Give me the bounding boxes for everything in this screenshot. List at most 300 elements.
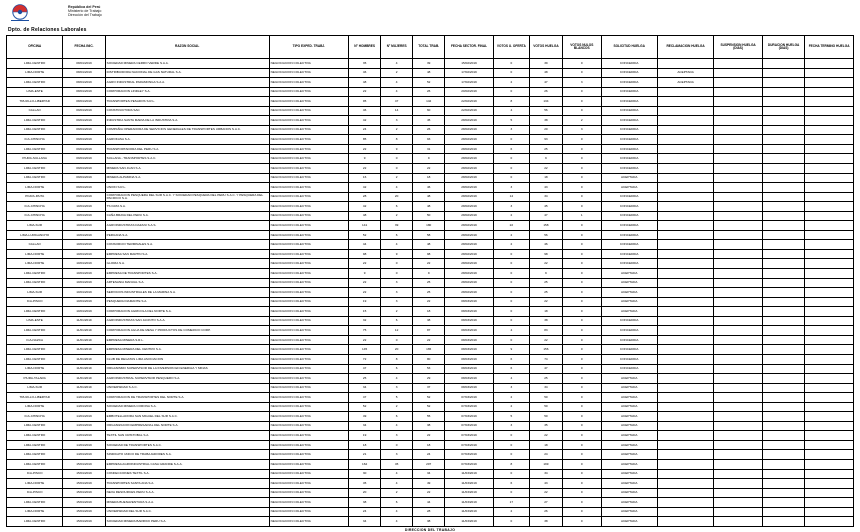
cell-r4-c13 (714, 97, 763, 107)
cell-r23-c9: 25 (529, 278, 562, 288)
column-header-0: OFICINA (7, 36, 63, 59)
cell-r2-c9: 47 (529, 78, 562, 88)
cell-r38-c4: 34 (349, 421, 381, 431)
cell-r37-c10: 0 (563, 412, 601, 422)
cell-r29-c1: 11/01/2019 (63, 335, 105, 345)
cell-r17-c1: 10/01/2019 (63, 221, 105, 231)
cell-r31-c12 (657, 354, 713, 364)
cell-r2-c8: 2 (493, 78, 529, 88)
cell-r15-c2: TS DATA S.A. (105, 202, 269, 212)
cell-r5-c3: NEGOCIACION COLECTIVA (269, 106, 348, 116)
cell-r30-c3: NEGOCIACION COLECTIVA (269, 345, 348, 355)
cell-r47-c4: 24 (349, 507, 381, 517)
cell-r30-c0: LIMA-CENTRO (7, 345, 63, 355)
cell-r3-c3: NEGOCIACION COLECTIVA (269, 87, 348, 97)
cell-r38-c1: 14/01/2019 (63, 421, 105, 431)
cell-r47-c15 (805, 507, 854, 517)
cell-r32-c2: ORGANISMO SUPERVISOR DE LA INVERSION EN ENERGIA Y MINAS (105, 364, 269, 374)
table-row (7, 345, 854, 355)
cell-r35-c13 (714, 393, 763, 403)
cell-r42-c0: LIMA-CENTRO (7, 459, 63, 469)
cell-r39-c4: 19 (349, 431, 381, 441)
cell-r36-c2: SOCIEDAD MINERA CORONA S.A. (105, 402, 269, 412)
cell-r17-c10: 0 (563, 221, 601, 231)
cell-r39-c10: 0 (563, 431, 601, 441)
column-header-14: DURACION HUELGA (DIAS) (762, 36, 804, 59)
cell-r42-c11: ACEPTADA (601, 459, 657, 469)
cell-r8-c7: 28/02/2019 (445, 135, 494, 145)
cell-r45-c7: 11/03/2019 (445, 488, 494, 498)
cell-r1-c9: 48 (529, 68, 562, 78)
cell-r28-c4: 75 (349, 326, 381, 336)
cell-r45-c9: 22 (529, 488, 562, 498)
cell-r29-c15 (805, 335, 854, 345)
cell-r31-c1: 11/01/2019 (63, 354, 105, 364)
cell-r0-c1: 08/01/2019 (63, 59, 105, 69)
cell-r38-c14 (762, 421, 804, 431)
cell-r34-c13 (714, 383, 763, 393)
cell-r40-c14 (762, 440, 804, 450)
cell-r3-c11: CONCEDIDA (601, 87, 657, 97)
cell-r43-c9: 34 (529, 469, 562, 479)
cell-r24-c10: 0 (563, 288, 601, 298)
cell-r42-c9: 199 (529, 459, 562, 469)
cell-r35-c9: 50 (529, 393, 562, 403)
cell-r19-c11: CONCEDIDA (601, 240, 657, 250)
column-header-10: VOTOS NULOS BLANCOS (563, 36, 601, 59)
cell-r32-c10: 0 (563, 364, 601, 374)
cell-r2-c6: 52 (413, 78, 445, 88)
cell-r16-c3: NEGOCIACION COLECTIVA (269, 211, 348, 221)
cell-r47-c14 (762, 507, 804, 517)
cell-r30-c6: 165 (413, 345, 445, 355)
cell-r34-c0: LIMA-SUR (7, 383, 63, 393)
cell-r22-c7: 28/02/2019 (445, 269, 494, 279)
cell-r23-c6: 25 (413, 278, 445, 288)
cell-r39-c0: LIMA-CENTRO (7, 431, 63, 441)
cell-r0-c7: 15/02/2019 (445, 59, 494, 69)
cell-r0-c12 (657, 59, 713, 69)
cell-r47-c6: 28 (413, 507, 445, 517)
cell-r21-c12 (657, 259, 713, 269)
cell-r24-c6: 25 (413, 288, 445, 298)
cell-r16-c7: 28/02/2019 (445, 211, 494, 221)
cell-r41-c7: 07/03/2019 (445, 450, 494, 460)
cell-r28-c5: 12 (381, 326, 413, 336)
cell-r14-c2: CORPORACION PESQUERA DEL SUR S.A.C. Y SOCIEDAD PESQUERA DEL PERU S.A.C. Y PESQUERA DEL PACIFICO S.A. (105, 192, 269, 202)
cell-r31-c2: CLUB DE REGATAS LIMA ASOCIACION (105, 354, 269, 364)
cell-r22-c12 (657, 269, 713, 279)
cell-r40-c13 (714, 440, 763, 450)
cell-r35-c15 (805, 393, 854, 403)
cell-r12-c13 (714, 173, 763, 183)
cell-r41-c12 (657, 450, 713, 460)
cell-r16-c5: 2 (381, 211, 413, 221)
cell-r8-c15 (805, 135, 854, 145)
cell-r31-c9: 74 (529, 354, 562, 364)
cell-r31-c7: 08/03/2019 (445, 354, 494, 364)
cell-r27-c7: 08/03/2019 (445, 316, 494, 326)
cell-r0-c11: CONCEDIDA (601, 59, 657, 69)
cell-r38-c7: 07/03/2019 (445, 421, 494, 431)
cell-r35-c1: 14/01/2019 (63, 393, 105, 403)
cell-r41-c6: 24 (413, 450, 445, 460)
cell-r29-c13 (714, 335, 763, 345)
cell-r33-c0: PIURA-TALARA (7, 374, 63, 384)
cell-r37-c13 (714, 412, 763, 422)
cell-r33-c8: 4 (493, 374, 529, 384)
cell-r25-c9: 22 (529, 297, 562, 307)
cell-r26-c15 (805, 307, 854, 317)
cell-r10-c7: 28/02/2019 (445, 154, 494, 164)
table-row (7, 106, 854, 116)
cell-r42-c1: 15/01/2019 (63, 459, 105, 469)
cell-r13-c14 (762, 183, 804, 193)
cell-r1-c8: 0 (493, 68, 529, 78)
cell-r22-c0: LIMA-CENTRO (7, 269, 63, 279)
cell-r19-c9: 46 (529, 240, 562, 250)
cell-r44-c15 (805, 479, 854, 489)
table-row (7, 326, 854, 336)
cell-r20-c13 (714, 249, 763, 259)
cell-r19-c5: 4 (381, 240, 413, 250)
cell-r37-c9: 50 (529, 412, 562, 422)
table-row (7, 383, 854, 393)
cell-r14-c9: 34 (529, 192, 562, 202)
cell-r5-c14 (762, 106, 804, 116)
cell-r19-c2: CONSORCIO TERMINALES S.A. (105, 240, 269, 250)
cell-r27-c9: 38 (529, 316, 562, 326)
cell-r30-c2: EMPRESA MINERA DEL CENTRO S.A. (105, 345, 269, 355)
cell-r41-c5: 3 (381, 450, 413, 460)
cell-r5-c11: CONCEDIDA (601, 106, 657, 116)
cell-r48-c11: ACEPTADA (601, 517, 657, 527)
cell-r26-c9: 18 (529, 307, 562, 317)
table-row (7, 517, 854, 527)
table-row (7, 221, 854, 231)
cell-r8-c4: 85 (349, 135, 381, 145)
cell-r3-c13 (714, 87, 763, 97)
cell-r39-c3: NEGOCIACION COLECTIVA (269, 431, 348, 441)
cell-r45-c8: 0 (493, 488, 529, 498)
cell-r20-c15 (805, 249, 854, 259)
cell-r23-c1: 10/01/2019 (63, 278, 105, 288)
cell-r18-c14 (762, 230, 804, 240)
cell-r24-c13 (714, 288, 763, 298)
table-row (7, 164, 854, 174)
cell-r35-c5: 5 (381, 393, 413, 403)
cell-r8-c2: AGROKASA S.A. (105, 135, 269, 145)
cell-r19-c4: 44 (349, 240, 381, 250)
cell-r20-c0: LIMA-NORTE (7, 249, 63, 259)
cell-r35-c12 (657, 393, 713, 403)
table-row (7, 459, 854, 469)
cell-r26-c3: NEGOCIACION COLECTIVA (269, 307, 348, 317)
cell-r17-c9: 158 (529, 221, 562, 231)
cell-r14-c12 (657, 192, 713, 202)
cell-r32-c11: CONCEDIDA (601, 364, 657, 374)
cell-r11-c4: 22 (349, 164, 381, 174)
cell-r2-c5: 4 (381, 78, 413, 88)
cell-r43-c4: 30 (349, 469, 381, 479)
cell-r40-c3: NEGOCIACION COLECTIVA (269, 440, 348, 450)
cell-r41-c3: NEGOCIACION COLECTIVA (269, 450, 348, 460)
cell-r20-c6: 98 (413, 249, 445, 259)
cell-r17-c13 (714, 221, 763, 231)
cell-r12-c10: 0 (563, 173, 601, 183)
cell-r4-c11: CONCEDIDA (601, 97, 657, 107)
cell-r42-c10: 0 (563, 459, 601, 469)
cell-r31-c3: NEGOCIACION COLECTIVA (269, 354, 348, 364)
cell-r41-c15 (805, 450, 854, 460)
cell-r28-c7: 08/03/2019 (445, 326, 494, 336)
cell-r36-c3: NEGOCIACION COLECTIVA (269, 402, 348, 412)
cell-r36-c8: 2 (493, 402, 529, 412)
cell-r48-c3: NEGOCIACION COLECTIVA (269, 517, 348, 527)
cell-r18-c2: PERUANA S.A. (105, 230, 269, 240)
table-row (7, 440, 854, 450)
cell-r14-c4: 28 (349, 192, 381, 202)
cell-r12-c6: 18 (413, 173, 445, 183)
cell-r33-c10: 0 (563, 374, 601, 384)
cell-r24-c15 (805, 288, 854, 298)
cell-r37-c12 (657, 412, 713, 422)
cell-r48-c14 (762, 517, 804, 527)
cell-r17-c15 (805, 221, 854, 231)
cell-r10-c6: 9 (413, 154, 445, 164)
column-header-6: TOTAL TRAB. (413, 36, 445, 59)
cell-r21-c10: 0 (563, 259, 601, 269)
cell-r21-c2: GLORIA S.A. (105, 259, 269, 269)
cell-r41-c14 (762, 450, 804, 460)
cell-r44-c1: 15/01/2019 (63, 479, 105, 489)
cell-r10-c5: 0 (381, 154, 413, 164)
cell-r15-c12 (657, 202, 713, 212)
cell-r16-c13 (714, 211, 763, 221)
cell-r47-c8: 2 (493, 507, 529, 517)
cell-r10-c10: 0 (563, 154, 601, 164)
cell-r29-c5: 0 (381, 335, 413, 345)
cell-r18-c11: CONCEDIDA (601, 230, 657, 240)
cell-r17-c7: 28/02/2019 (445, 221, 494, 231)
cell-r37-c3: NEGOCIACION COLECTIVA (269, 412, 348, 422)
cell-r18-c15 (805, 230, 854, 240)
cell-r15-c15 (805, 202, 854, 212)
cell-r29-c9: 22 (529, 335, 562, 345)
cell-r41-c8: 0 (493, 450, 529, 460)
cell-r36-c5: 2 (381, 402, 413, 412)
cell-r47-c3: NEGOCIACION COLECTIVA (269, 507, 348, 517)
cell-r29-c0: ICA-NAZCA (7, 335, 63, 345)
cell-r22-c2: EMPRESA DE TRANSPORTES S.A. (105, 269, 269, 279)
cell-r1-c6: 48 (413, 68, 445, 78)
cell-r35-c6: 52 (413, 393, 445, 403)
cell-r4-c4: 95 (349, 97, 381, 107)
cell-r16-c10: 1 (563, 211, 601, 221)
cell-r30-c8: 9 (493, 345, 529, 355)
cell-r10-c15 (805, 154, 854, 164)
cell-r33-c6: 29 (413, 374, 445, 384)
table-row (7, 192, 854, 202)
cell-r11-c13 (714, 164, 763, 174)
cell-r38-c2: ORGANIZACION EMPRESARIAL DEL NORTE S.A. (105, 421, 269, 431)
cell-r6-c14 (762, 116, 804, 126)
cell-r19-c7: 28/02/2019 (445, 240, 494, 250)
cell-r34-c5: 3 (381, 383, 413, 393)
cell-r46-c15 (805, 498, 854, 508)
cell-r30-c7: 08/03/2019 (445, 345, 494, 355)
cell-r38-c11: ACEPTADA (601, 421, 657, 431)
cell-r22-c8: 0 (493, 269, 529, 279)
cell-r34-c8: 3 (493, 383, 529, 393)
cell-r27-c10: 0 (563, 316, 601, 326)
cell-r22-c4: 9 (349, 269, 381, 279)
cell-r35-c2: CORPORACION DE TRANSPORTES DEL NORTE S.A. (105, 393, 269, 403)
cell-r33-c12 (657, 374, 713, 384)
cell-r9-c2: TRANSPORTADORA DEL PERU S.A. (105, 144, 269, 154)
cell-r21-c5: 0 (381, 259, 413, 269)
cell-r12-c2: MINERA ALPAMINA S.A. (105, 173, 269, 183)
cell-r40-c15 (805, 440, 854, 450)
cell-r15-c13 (714, 202, 763, 212)
cell-r34-c12 (657, 383, 713, 393)
cell-r23-c11: ACEPTADA (601, 278, 657, 288)
cell-r36-c9: 50 (529, 402, 562, 412)
cell-r6-c15 (805, 116, 854, 126)
cell-r10-c3: NEGOCIACION COLECTIVA (269, 154, 348, 164)
cell-r30-c12 (657, 345, 713, 355)
cell-r48-c6: 38 (413, 517, 445, 527)
cell-r26-c10: 0 (563, 307, 601, 317)
table-row (7, 183, 854, 193)
cell-r42-c3: NEGOCIACION COLECTIVA (269, 459, 348, 469)
cell-r35-c0: TRUJILLO-LIBERTAD (7, 393, 63, 403)
cell-r45-c13 (714, 488, 763, 498)
cell-r24-c14 (762, 288, 804, 298)
cell-r38-c9: 35 (529, 421, 562, 431)
cell-r9-c9: 25 (529, 144, 562, 154)
cell-r14-c15 (805, 192, 854, 202)
cell-r19-c3: NEGOCIACION COLECTIVA (269, 240, 348, 250)
cell-r6-c6: 45 (413, 116, 445, 126)
cell-r27-c11: CONCEDIDA (601, 316, 657, 326)
cell-r10-c1: 09/01/2019 (63, 154, 105, 164)
cell-r41-c9: 24 (529, 450, 562, 460)
cell-r40-c7: 07/03/2019 (445, 440, 494, 450)
cell-r30-c5: 20 (381, 345, 413, 355)
cell-r47-c13 (714, 507, 763, 517)
cell-r29-c8: 0 (493, 335, 529, 345)
cell-r7-c6: 26 (413, 125, 445, 135)
cell-r41-c2: SINDICATO UNICO DE TRABAJADORES S.A. (105, 450, 269, 460)
cell-r13-c5: 4 (381, 183, 413, 193)
cell-r5-c7: 22/02/2019 (445, 106, 494, 116)
cell-r9-c14 (762, 144, 804, 154)
cell-r15-c14 (762, 202, 804, 212)
cell-r17-c3: NEGOCIACION COLECTIVA (269, 221, 348, 231)
cell-r28-c12 (657, 326, 713, 336)
cell-r27-c14 (762, 316, 804, 326)
cell-r4-c2: TRANSPORTES PESADOS S.R.L. (105, 97, 269, 107)
cell-r16-c8: 2 (493, 211, 529, 221)
cell-r17-c0: LIMA-SUR (7, 221, 63, 231)
cell-r13-c7: 28/02/2019 (445, 183, 494, 193)
cell-r9-c8: 6 (493, 144, 529, 154)
cell-r32-c5: 6 (381, 364, 413, 374)
cell-r7-c4: 24 (349, 125, 381, 135)
cell-r3-c9: 26 (529, 87, 562, 97)
cell-r0-c5: 4 (381, 59, 413, 69)
cell-r18-c5: 6 (381, 230, 413, 240)
cell-r0-c0: LIMA-CENTRO (7, 59, 63, 69)
cell-r36-c6: 52 (413, 402, 445, 412)
cell-r39-c1: 14/01/2019 (63, 431, 105, 441)
cell-r1-c2: DISTRIBUIDORA NACIONAL DE GAS NATURAL S.A. (105, 68, 269, 78)
cell-r8-c10: 0 (563, 135, 601, 145)
cell-r25-c12 (657, 297, 713, 307)
cell-r46-c10: 0 (563, 498, 601, 508)
cell-r32-c15 (805, 364, 854, 374)
cell-r13-c8: 3 (493, 183, 529, 193)
cell-r10-c2: SULLANA - TRANSPORTES S.A.C. (105, 154, 269, 164)
cell-r25-c15 (805, 297, 854, 307)
cell-r47-c11: ACEPTADA (601, 507, 657, 517)
cell-r6-c13 (714, 116, 763, 126)
table-row (7, 87, 854, 97)
cell-r2-c15 (805, 78, 854, 88)
table-row (7, 507, 854, 517)
cell-r27-c13 (714, 316, 763, 326)
table-row (7, 211, 854, 221)
cell-r38-c3: NEGOCIACION COLECTIVA (269, 421, 348, 431)
cell-r22-c6: 9 (413, 269, 445, 279)
cell-r5-c8: 4 (493, 106, 529, 116)
cell-r0-c6: 39 (413, 59, 445, 69)
cell-r36-c4: 52 (349, 402, 381, 412)
cell-r2-c11: CONCEDIDA (601, 78, 657, 88)
cell-r45-c2: NEXA RESOURCES PERU S.A.A. (105, 488, 269, 498)
cell-r11-c10: 0 (563, 164, 601, 174)
cell-r17-c11: CONCEDIDA (601, 221, 657, 231)
cell-r40-c0: LIMA-CENTRO (7, 440, 63, 450)
cell-r32-c7: 08/03/2019 (445, 364, 494, 374)
cell-r18-c7: 28/02/2019 (445, 230, 494, 240)
cell-r45-c12 (657, 488, 713, 498)
cell-r26-c0: LIMA-CENTRO (7, 307, 63, 317)
table-row (7, 59, 854, 69)
cell-r39-c14 (762, 431, 804, 441)
cell-r22-c15 (805, 269, 854, 279)
cell-r34-c7: 08/03/2019 (445, 383, 494, 393)
cell-r26-c12 (657, 307, 713, 317)
cell-r40-c8: 0 (493, 440, 529, 450)
cell-r9-c10: 0 (563, 144, 601, 154)
cell-r48-c12 (657, 517, 713, 527)
cell-r42-c13 (714, 459, 763, 469)
table-row (7, 421, 854, 431)
cell-r34-c1: 11/01/2019 (63, 383, 105, 393)
cell-r5-c1: 09/01/2019 (63, 106, 105, 116)
government-seal-logo (6, 4, 64, 24)
column-header-9: VOTOS HUELGA (529, 36, 562, 59)
cell-r0-c3: NEGOCIACION COLECTIVA (269, 59, 348, 69)
cell-r42-c7: 07/03/2019 (445, 459, 494, 469)
cell-r0-c9: 39 (529, 59, 562, 69)
cell-r47-c9: 26 (529, 507, 562, 517)
cell-r36-c0: LIMA-NORTE (7, 402, 63, 412)
cell-r32-c9: 47 (529, 364, 562, 374)
cell-r7-c11: CONCEDIDA (601, 125, 657, 135)
